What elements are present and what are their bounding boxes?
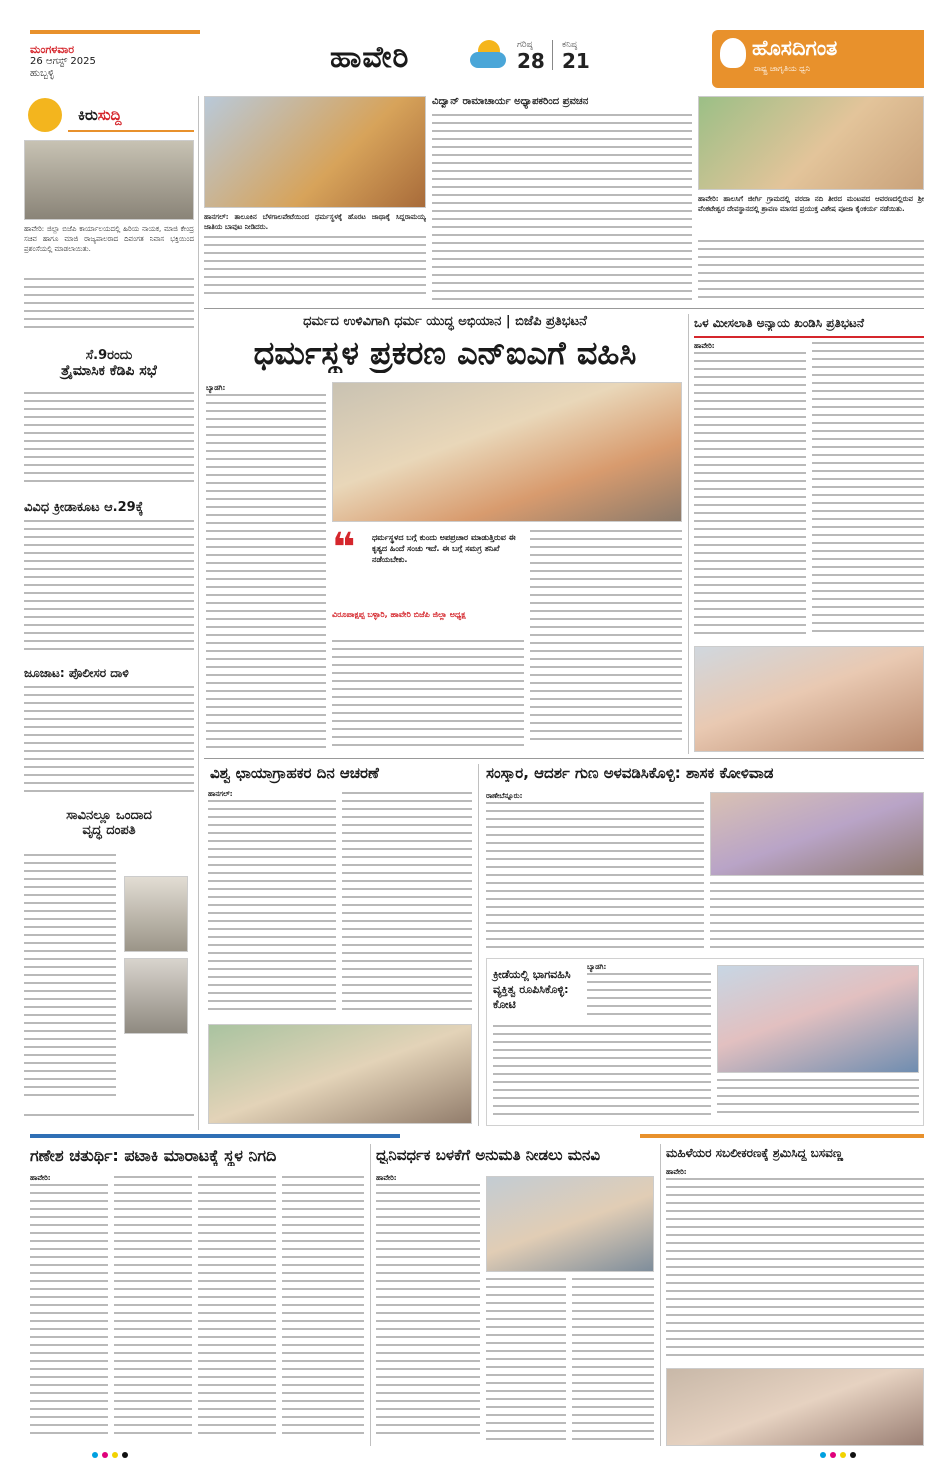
lead-quote-box <box>332 525 524 638</box>
brief-2-headline: ಸೆ.9ರಂದು ತ್ರೈಮಾಸಿಕ ಕೆಡಿಪಿ ಸಭೆ <box>61 348 157 379</box>
mid-story1-headline: ವಿಶ್ವ ಛಾಯಾಗ್ರಾಹಕರ ದಿನ ಆಚರಣೆ <box>210 764 379 782</box>
kirusuddi-label: ಸುದ್ದಿ <box>97 106 122 124</box>
story2-title: ವಿದ್ವಾನ್ ರಾಮಾಚಾರ್ಯ ಅಧ್ಯಾಪಕರಿಂದ ಪ್ರವಚನ <box>432 96 589 107</box>
photographers-day-photo <box>208 1024 472 1124</box>
basavanna-event-photo <box>666 1368 924 1446</box>
temple-event-photo <box>698 96 924 190</box>
brief-5-headline: ಸಾವಿನಲ್ಲೂ ಒಂದಾದ ವೃದ್ಧ ದಂಪತಿ <box>66 808 152 838</box>
quote-mark-icon: ❝ <box>332 525 356 571</box>
kirusuddi-prefix: ಕಿರು <box>78 106 98 124</box>
story1-caption: ಹಾನಗಲ್: ತಾಲೂಕಿನ ಬೆಳಗಾಲಪೇಟೆಯಿಂದ ಧರ್ಮಸ್ಥಳಕ್ಕೆ ಹೊರಟ ಜಾಥಾಕ್ಕೆ ಸಿದ್ದರಾಮಯ್ಯ ಜಾತಿಯ ಬಾವುಟ ನೀಡಿದರು. <box>204 213 426 231</box>
bottom-story2-headline: ಧ್ವನಿವರ್ಧಕ ಬಳಕೆಗೆ ಅನುಮತಿ ನೀಡಲು ಮನವಿ <box>376 1146 601 1164</box>
bottom-rule-blue <box>30 1134 400 1138</box>
brand-name: ಹೊಸದಿಗಂತ <box>752 36 838 60</box>
memorandum-photo <box>486 1176 654 1272</box>
max-temp: ಗರಿಷ್ಠ 28 <box>517 40 545 73</box>
lead-dateline: ಬ್ಯಾಡಗಿ: <box>206 384 226 392</box>
side-headline: ಒಳ ಮೀಸಲಾತಿ ಅನ್ಯಾಯ ಖಂಡಿಸಿ ಪ್ರತಿಭಟನೆ <box>694 316 865 330</box>
bottom-story3-dateline: ಹಾವೇರಿ: <box>666 1168 687 1176</box>
masthead <box>0 0 945 92</box>
sports-box-headline: ಕ್ರೀಡೆಯಲ್ಲಿ ಭಾಗವಹಿಸಿ ವ್ಯಕ್ತಿತ್ವ ರೂಪಿಸಿಕೊಳ್ಳಿ: ಕೋಟಿ <box>493 968 571 1011</box>
bottom-rule-orange <box>640 1134 924 1138</box>
bottom-story2-dateline: ಹಾವೇರಿ: <box>376 1174 397 1182</box>
kirusuddi-header <box>24 96 194 134</box>
hand-icon <box>28 98 62 132</box>
date-block <box>30 44 96 80</box>
story3-caption: ಹಾವೇರಿ: ಹಾಲಸಿಗೆ ಜೀರ್ಗಿ ಗ್ರಾಮದಲ್ಲಿ ವರದಾ ನದಿ ತೀರದ ಮಂಟಪದ ಆವರಣದಲ್ಲಿರುವ ಶ್ರೀ ವೆಂಕಟೇಶ್ವರ ದೇವಸ್ಥಾನದಲ್ಲಿ ಶ್ರಾವಣ ಮಾಸದ ಪ್ರಯುಕ್ತ ವಿಶೇಷ ಪೂಜಾ ಕೈಂಕರ್ಯ ನಡೆಯಿತು. <box>698 195 924 213</box>
lead-quote-by: ವಿರೂಪಾಕ್ಷಪ್ಪ ಬಳ್ಳಾರಿ, ಹಾವೇರಿ ಬಿಜೆಪಿ ಜಿಲ್ಲಾ ಅಧ್ಯಕ್ಷ <box>332 610 466 619</box>
brand-logo-icon <box>720 38 746 68</box>
brief-3-headline: ವಿವಿಧ ಕ್ರೀಡಾಕೂಟ ಆ.29ಕ್ಕೆ <box>24 500 144 515</box>
reservation-protest-photo <box>694 646 924 752</box>
procession-photo <box>204 96 426 208</box>
date: 26 ಆಗಸ್ಟ್ 2025 <box>30 56 96 67</box>
sports-box <box>486 958 924 1126</box>
lead-kicker: ಧರ್ಮದ ಉಳಿವಿಗಾಗಿ ಧರ್ಮ ಯುದ್ಧ ಅಭಿಯಾನ | ಬಿಜೆಪಿ ಪ್ರತಿಭಟನೆ <box>303 314 587 329</box>
top-rule <box>30 30 200 34</box>
brief-1-text: ಹಾವೇರಿ: ಜಿಲ್ಲಾ ಬಿಜೆಪಿ ಕಾರ್ಯಾಲಯದಲ್ಲಿ ಹಿರಿಯ ನಾಯಕ, ಮಾಜಿ ಕೇಂದ್ರ ಸಚಿವ ಹಾಗೂ ಮಾಜಿ ರಾಜ್ಯಪಾಲರಾದ ದಿವಂಗತ ನಿವಾಸ ಭಕ್ತಿಯಿಂದ ಪ್ರಶಂಸೆಯಲ್ಲಿ ಮಾಡಲಾಯಿತು. <box>24 225 194 253</box>
partly-cloudy-icon <box>470 38 510 72</box>
bottom-story3-headline: ಮಹಿಳೆಯರ ಸಬಲೀಕರಣಕ್ಕೆ ಶ್ರಮಿಸಿದ್ದ ಬಸವಣ್ಣ <box>666 1146 844 1160</box>
min-temp: ಕನಿಷ್ಠ 21 <box>562 40 590 73</box>
lead-quote-text: ಧರ್ಮಸ್ಥಳದ ಬಗ್ಗೆ ಕುಂದು ಅಪಪ್ರಚಾರ ಮಾಡುತ್ತಿರುವ ಈ ಕೃತ್ಯದ ಹಿಂದೆ ಸಂಚು ಇದೆ. ಈ ಬಗ್ಗೆ ಸಮಗ್ರ ತನಿಖೆ ನಡೆಯಬೇಕು. <box>372 533 516 564</box>
brief-photo <box>24 140 194 220</box>
protest-photo <box>332 382 682 522</box>
mid-story2-dateline: ರಾಣೇಬೆನ್ನೂರು: <box>486 792 523 800</box>
place: ಹುಬ್ಬಳ್ಳಿ <box>30 68 55 79</box>
elderly-man-photo <box>124 876 188 952</box>
lead-headline: ಧರ್ಮಸ್ಥಳ ಪ್ರಕರಣ ಎನ್‌ಐಎಗೆ ವಹಿಸಿ <box>253 334 637 372</box>
mid-story2-headline: ಸಂಸ್ಕಾರ, ಆದರ್ಶ ಗುಣ ಅಳವಡಿಸಿಕೊಳ್ಳಿ: ಶಾಸಕ ಕೋಳಿವಾಡ <box>486 764 774 782</box>
kirusuddi-column <box>24 96 194 1126</box>
bottom-story1-dateline: ಹಾವೇರಿ: <box>30 1174 51 1182</box>
day-of-week: ಮಂಗಳವಾರ <box>30 43 75 56</box>
mid-story1-dateline: ಹಾನಗಲ್: <box>208 790 233 798</box>
felicitation-photo <box>710 792 924 876</box>
city-title: ಹಾವೇರಿ <box>330 40 410 75</box>
elderly-woman-photo <box>124 958 188 1034</box>
bottom-story1-headline: ಗಣೇಶ ಚತುರ್ಥಿ: ಪಟಾಕಿ ಮಾರಾಟಕ್ಕೆ ಸ್ಥಳ ನಿಗದಿ <box>30 1146 277 1165</box>
side-dateline: ಹಾವೇರಿ: <box>694 342 715 350</box>
sports-box-dateline: ಬ್ಯಾಡಗಿ: <box>587 963 607 971</box>
brand-block <box>712 30 924 88</box>
brief-4-headline: ಜೂಜಾಟ: ಪೊಲೀಸರ ದಾಳಿ <box>24 666 129 680</box>
sports-photo <box>717 965 919 1073</box>
brand-tagline: ರಾಷ್ಟ್ರ ಜಾಗೃತಿಯ ಧ್ವನಿ <box>754 64 811 73</box>
